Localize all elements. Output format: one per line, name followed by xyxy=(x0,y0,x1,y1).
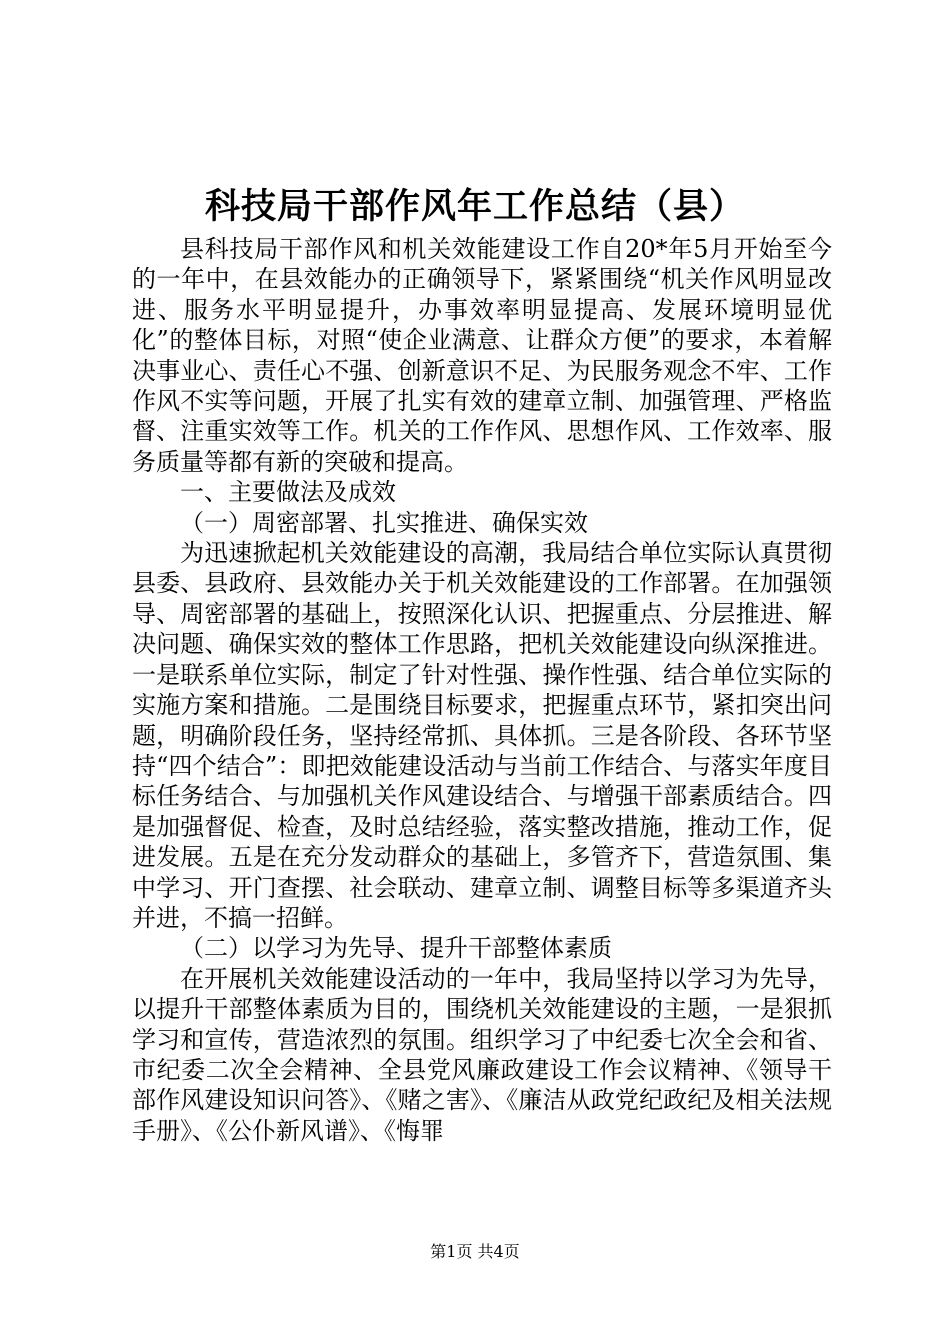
subsection-heading-2: （二）以学习为先导、提升干部整体素质 xyxy=(180,934,612,963)
subsection-heading-1: （一）周密部署、扎实推进、确保实效 xyxy=(180,508,588,537)
paragraph-subsection-1: 为迅速掀起机关效能建设的高潮，我局结合单位实际认真贯彻县委、县政府、县效能办关于机关效能建设的工作部署。在加强领导、周密部署的基础上，按照深化认识、把握重点、分层推进、解决问题、确保实效的整体工作思路，把机关效能建设向纵深推进。一是联系单位实际，制定了针对性强、操作性强、结合单位实际的实施方案和措施。二是围绕目标要求，把握重点环节，紧扣突出问题，明确阶段任务，坚持经常抓、具体抓。三是各阶段、各环节坚持“四个结合”：即把效能建设活动与当前工作结合、与落实年度目标任务结合、与加强机关作风建设结合、与增强干部素质结合。四是加强督促、检查，及时总结经验，落实整改措施，推动工作，促进发展。五是在充分发动群众的基础上，多管齐下，营造氛围、集中学习、开门查摆、社会联动、建章立制、调整目标等多渠道齐头并进，不搞一招鲜。 xyxy=(132,539,832,932)
page-number-footer: 第1页 共4页 xyxy=(430,1242,520,1261)
document-title: 科技局干部作风年工作总结（县） xyxy=(204,187,745,227)
paragraph-subsection-2: 在开展机关效能建设活动的一年中，我局坚持以学习为先导，以提升干部整体素质为目的，围绕机关效能建设的主题，一是狠抓学习和宣传，营造浓烈的氛围。组织学习了中纪委七次全会和省、市纪委二次全会精神、全县党风廉政建设工作会议精神、《领导干部作风建设知识问答》、《赌之害》、《廉洁从政党纪政纪及相关法规手册》、《公仆新风谱》、《悔罪 xyxy=(132,964,832,1145)
section-heading-1: 一、主要做法及成效 xyxy=(180,478,396,507)
document-body xyxy=(132,234,832,1146)
paragraph-intro: 县科技局干部作风和机关效能建设工作自20*年5月开始至今的一年中，在县效能办的正确领导下，紧紧围绕“机关作风明显改进、服务水平明显提升，办事效率明显提高、发展环境明显优化”的整体目标，对照“使企业满意、让群众方便”的要求，本着解决事业心、责任心不强、创新意识不足、为民服务观念不牢、工作作风不实等问题，开展了扎实有效的建章立制、加强管理、严格监督、注重实效等工作。机关的工作作风、思想作风、工作效率、服务质量等都有新的突破和提高。 xyxy=(132,235,832,476)
